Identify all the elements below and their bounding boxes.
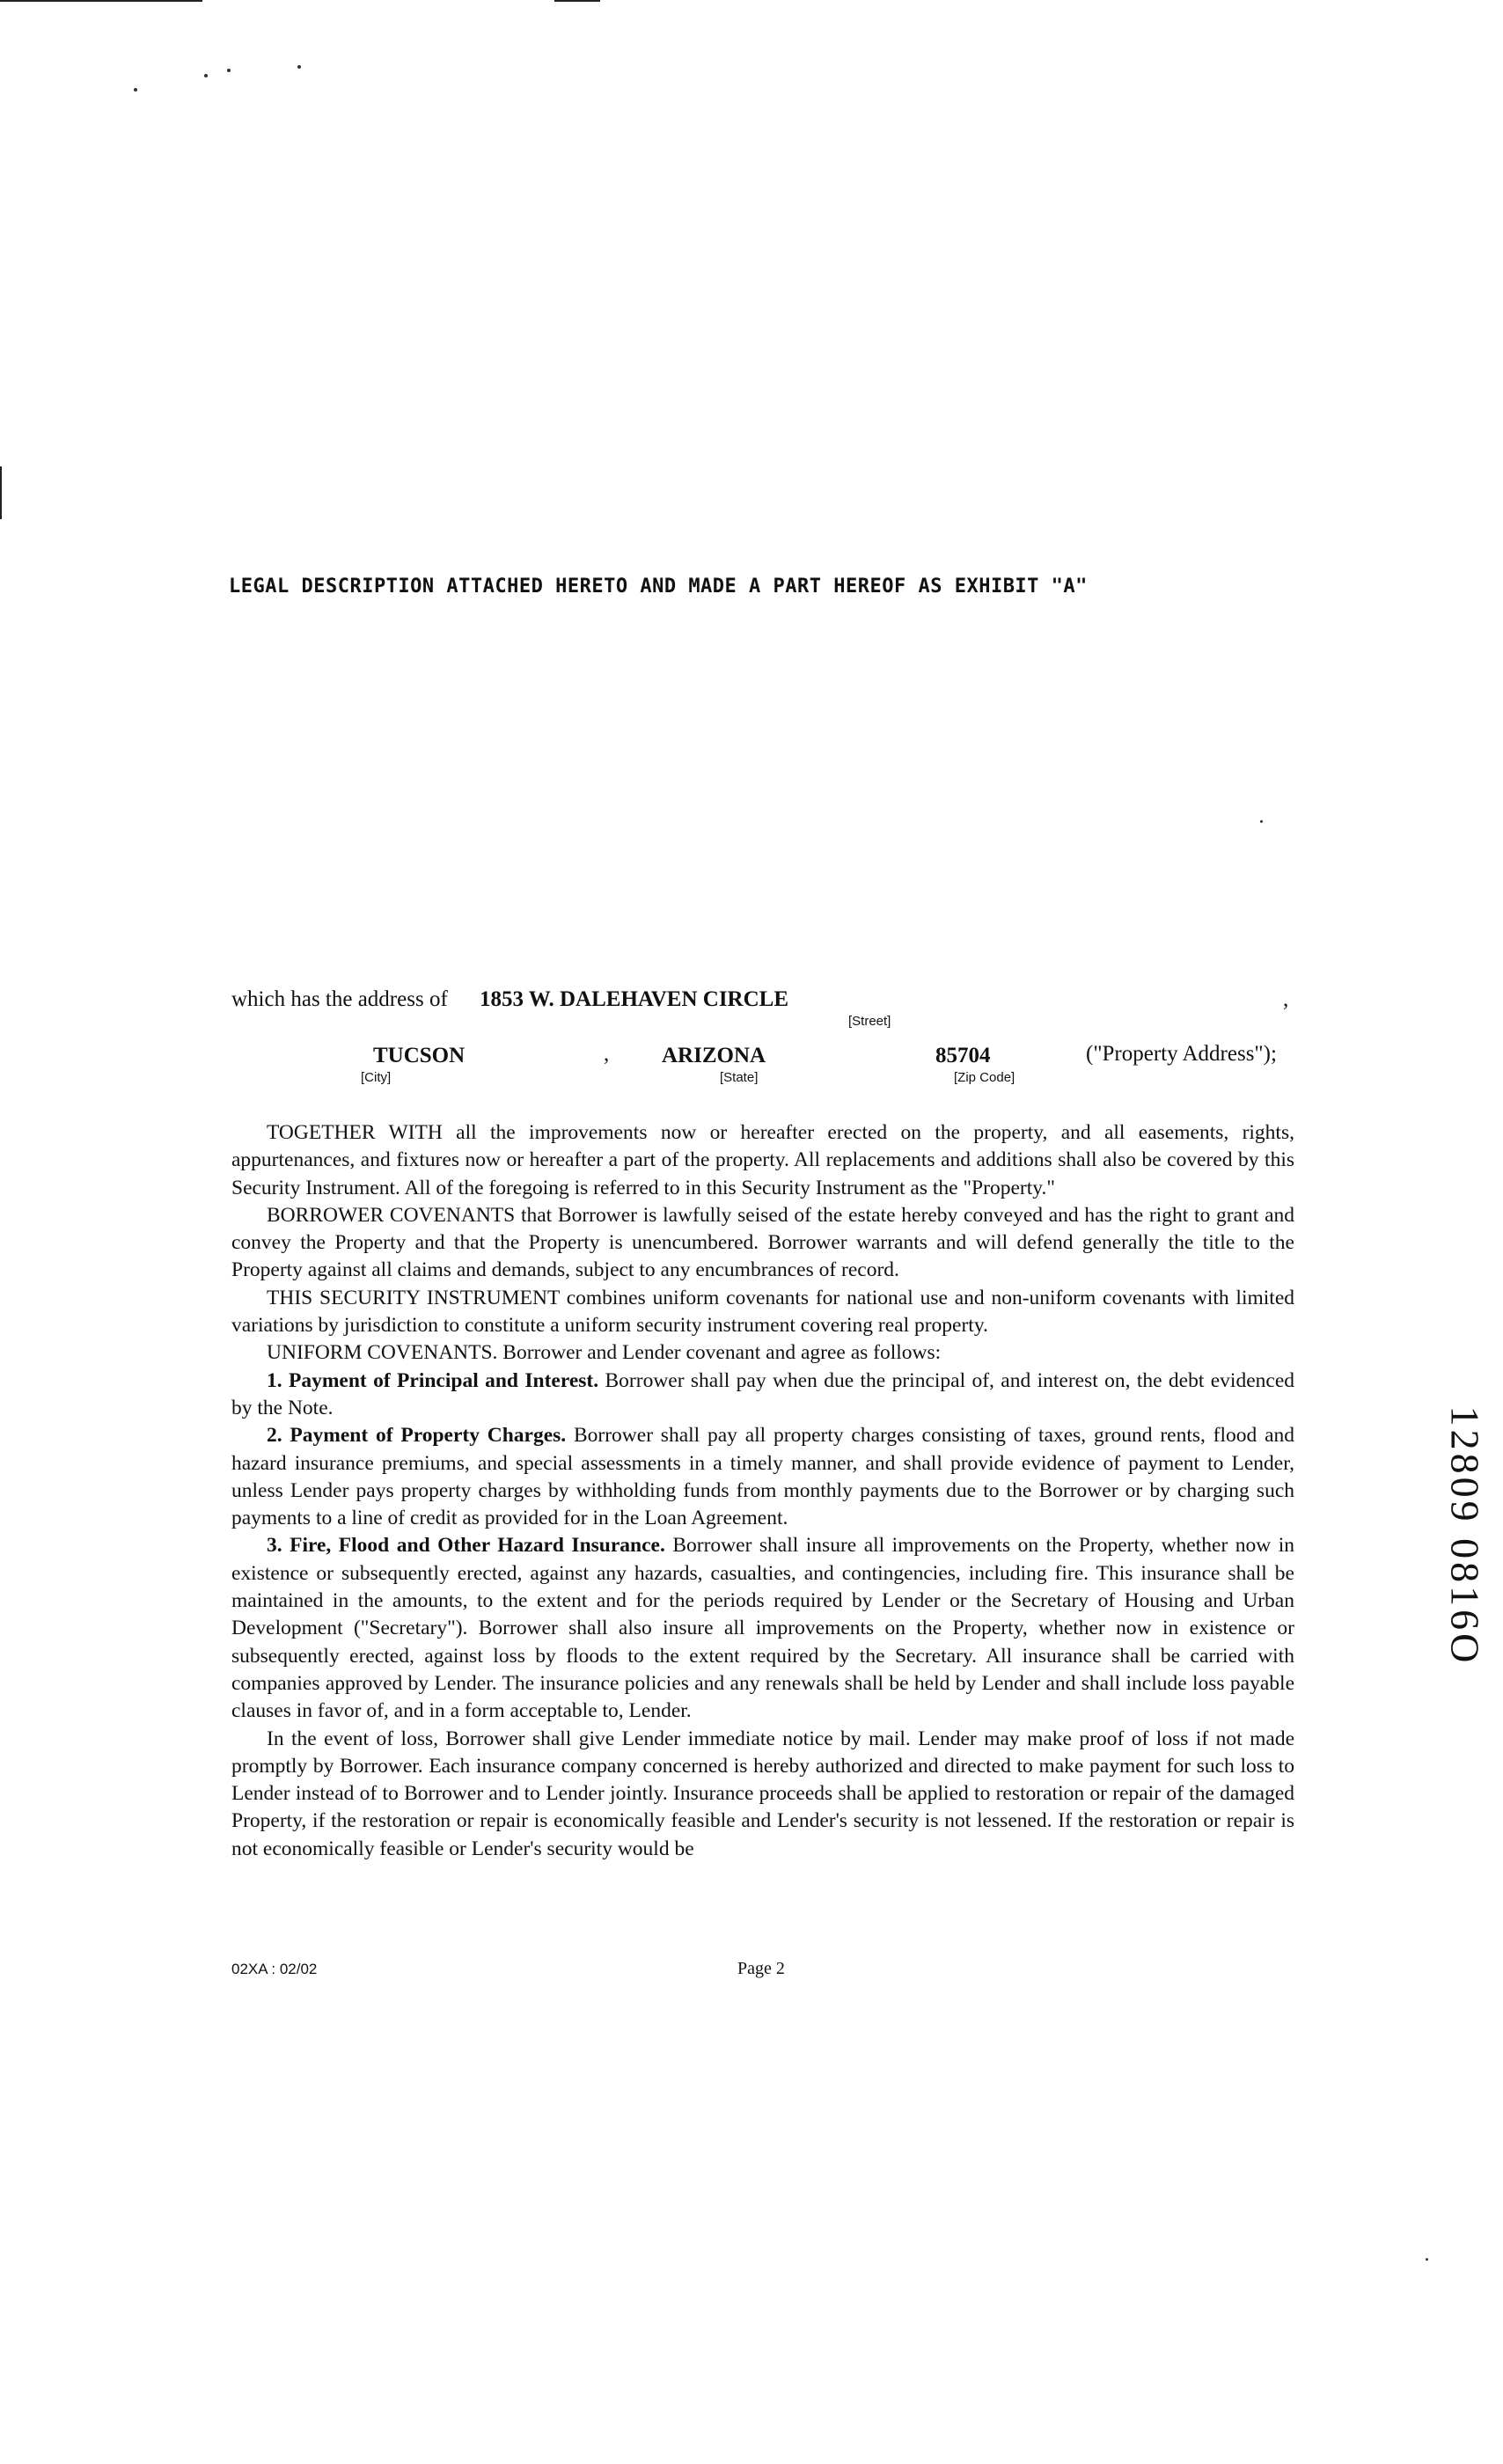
state-label: [State]	[720, 1070, 759, 1085]
address-comma: ,	[1283, 987, 1289, 1011]
zip-label: [Zip Code]	[954, 1070, 1015, 1085]
state-value: ARIZONA	[662, 1044, 766, 1067]
city-value: TUCSON	[373, 1044, 466, 1067]
paragraph-together-with: TOGETHER WITH all the improvements now or hereafter erected on the property, and all easements, rights, appurtenances, and fixtures now or hereafter a part of the property. All replacements and additions shall also be covered by this Security Instrument. All of the foregoing is referred to in this Security Instrument as the "Property."	[231, 1121, 1294, 1199]
scan-speck	[227, 69, 231, 72]
paragraph-borrower-covenants: BORROWER COVENANTS that Borrower is lawfully seised of the estate hereby conveyed and has the right to grant and convey the Property and that the Property is unencumbered. Borrower warrants and will defend generally the title to the Property against all claims and demands, subject to any encumbrances of record.	[231, 1203, 1294, 1282]
street-value: 1853 W. DALEHAVEN CIRCLE	[480, 987, 789, 1011]
recording-stamp	[1439, 1405, 1492, 1666]
scan-speck	[297, 65, 301, 69]
scan-speck	[134, 88, 137, 92]
legal-description: LEGAL DESCRIPTION ATTACHED HERETO AND MADE A PART HEREOF AS EXHIBIT "A"	[229, 576, 1088, 598]
street-label: [Street]	[848, 1014, 891, 1029]
property-address-label: ("Property Address");	[1086, 1042, 1277, 1066]
scan-speck	[1426, 2258, 1428, 2261]
paragraph-uniform-covenants: UNIFORM COVENANTS. Borrower and Lender covenant and agree as follows:	[267, 1341, 942, 1365]
scan-speck	[204, 74, 208, 77]
paragraph-hazard-insurance: 3. Fire, Flood and Other Hazard Insurance. Borrower shall insure all improvements on the Property, whether now in existence or subsequently erected, against any hazards, casualties, and contingencies, including fire. This insurance shall be maintained in the amounts, to the extent and for the periods required by Lender or the Secretary of Housing and Urban Development ("Secretary"). Borrower shall also insure all improvements on the Property, whether now in existence or subsequently erected, against loss by floods to the extent required by the Secretary. All insurance shall be carried with companies approved by Lender. The insurance policies and any renewals shall be held by Lender and shall include loss payable clauses in favor of, and in a form acceptable to, Lender.	[231, 1534, 1294, 1723]
form-code: 02XA : 02/02	[231, 1961, 318, 1977]
paragraph-property-charges: 2. Payment of Property Charges. Borrower shall pay all property charges consisting of taxes, ground rents, flood and hazard insurance premiums, and special assessments in a timely manner, and shall provide evidence of payment to Lender, unless Lender pays property charges by withholding funds from monthly payments due to the Borrower or by charging such payments to a line of credit as provided for in the Loan Agreement.	[231, 1424, 1294, 1530]
scan-speck	[1260, 820, 1263, 823]
scan-edge-line	[554, 0, 600, 2]
scan-edge-line	[0, 0, 202, 2]
paragraph-payment-principal: 1. Payment of Principal and Interest. Borrower shall pay when due the principal of, and interest on, the debt evidenced by the Note.	[231, 1368, 1295, 1419]
paragraph-event-of-loss: In the event of loss, Borrower shall give Lender immediate notice by mail. Lender may make proof of loss if not made promptly by Borrower. Each insurance company concerned is hereby authorized and directed to make payment for such loss to Lender instead of to Borrower and to Lender jointly. Insurance proceeds shall be applied to restoration or repair of the damaged Property, if the restoration or repair is economically feasible and Lender's security is not lessened. If the restoration or repair is not economically feasible or Lender's security would be	[231, 1727, 1294, 1860]
recording-stamp-number: 12809 0816O	[1442, 1405, 1488, 1666]
paragraph-security-instrument: THIS SECURITY INSTRUMENT combines uniform covenants for national use and non-uniform covenants with limited variations by jurisdiction to constitute a uniform security instrument covering real property.	[231, 1286, 1294, 1338]
city-label: [City]	[361, 1070, 392, 1085]
page-number: Page 2	[737, 1959, 785, 1978]
zip-value: 85704	[935, 1044, 991, 1067]
scan-edge-line	[0, 466, 2, 519]
covenants-body	[231, 1119, 1294, 1863]
address-intro: which has the address of	[231, 987, 448, 1011]
city-comma: ,	[604, 1042, 610, 1066]
